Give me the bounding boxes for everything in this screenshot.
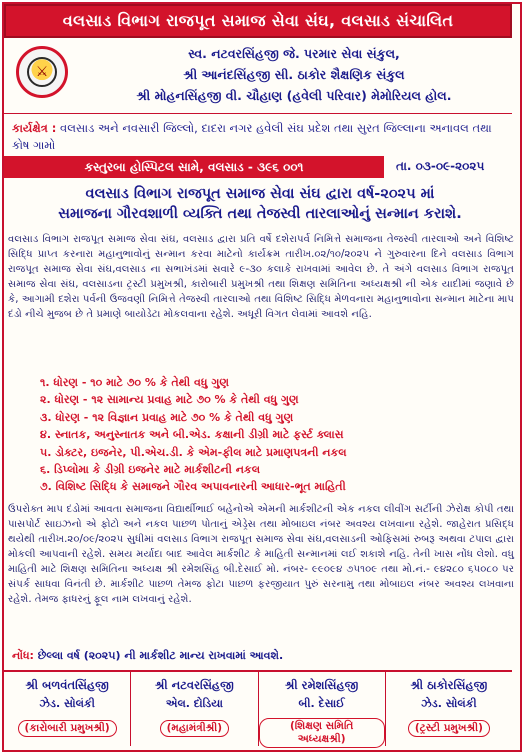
- signatory-name: શ્રી રમેશસિંહજી: [284, 678, 359, 692]
- header-banner: વલસાડ વિભાગ રાજપૂત સમાજ સેવા સંઘ, વલસાડ સંચાલિત: [4, 4, 512, 38]
- signatory-role: (ટ્રસ્ટી પ્રમુખશ્રી): [408, 720, 490, 737]
- criteria-list: [40, 374, 510, 496]
- note-label: નોંધ:: [12, 649, 34, 662]
- signatory-surname: એલ. દોડિયા: [165, 697, 223, 710]
- signatory-surname: ઝેડ. સોલંકી: [39, 697, 95, 710]
- instructions-paragraph: ઉપરોક્ત માપ દંડોમાં આવતા સમાજના વિદ્યાર્થીભાઈ બહેનોએ એમની માર્કશીટની એક નકલ લીવીંગ સર્ટીની ઝેરોક્ષ કોપી તથા પાસપોર્ટ સાઇઝનો એ ફોટો અને નકલ પાછળ પોતાનું એડ્રેસ તથા મોબાઇલ નંબર અવશ્ય લખવાના રહેશે. જાહેરાત પ્રસિદ્ધ થયેથી તારીખ.૨૦/૦૯/૨૦૨૫ સુધીમાં વલસાડ વિભાગ રાજપૂત સમાજ સેવા સંઘ,વલસાડની ઓફિસમાં રુબરૂ અથવા ટપાલ દ્વારા મોકલી આપવાની રહેશે. સમય મર્યાદા બાદ આવેલ માર્કશીટ કે માહિતી સન્માનમાં લઈ શકાશે નહિ. તેની ખાસ નોંધ લેશો. વધુ માહિતી માટે શિક્ષણ સમિતિના અધ્યક્ષ શ્રી રમેશસિંહ બી.દેસાઈ મો. નંબર- ૯૯૦૯૪ ૭૫૧૦૯ તથા મો.નં.- ૯૪૨૮૦ ૬૫૦૮૦ પર સંપર્ક સાધવા વિનંતી છે. માર્કશીટ પાછળ તેમજ ફોટા પાછળ ફરજીયાત પુરું સરનામુ તથા મોબાઇલ નંબર અવશ્ય લખવાના રહેશે. તેમજ ફાધરનું ફૂલ નામ લખવાનું રહેશે.: [8, 504, 514, 605]
- shield-emblem-icon: ⚔: [27, 57, 57, 87]
- signatory: [385, 672, 512, 746]
- signatory-role: (કારોબારી પ્રમુખશ્રી): [18, 720, 117, 737]
- headline-line-2: સમાજના ગૌરવશાળી વ્યક્તિ તથા તેજસ્વી તારલાઓનું સન્માન કરાશે.: [58, 206, 462, 222]
- signatory-name: શ્રી બળવંતસિંહજી: [25, 678, 109, 692]
- list-item: ૨. ધોરણ - ૧૨ સામાન્ય પ્રવાહ માટે ૭૦ % કે તેથી વધુ ગુણ: [40, 393, 299, 407]
- signatory-role: (મહામંત્રીશ્રી): [160, 720, 229, 737]
- list-item: ૩. ધોરણ - ૧૨ વિજ્ઞાન પ્રવાહ માટે ૭૦ % કે તેથી વધુ ગુણ: [40, 410, 294, 424]
- organization-logo-icon: [16, 46, 68, 98]
- work-area: [12, 120, 512, 154]
- institution-line-1: સ્વ. નટવરસિંહજી જે. પરમાર સેવા સંકુલ,: [188, 46, 400, 61]
- note: [12, 649, 283, 663]
- work-area-text: વલસાડ અને નવસારી જિલ્લો, દાદરા નગર હવેલી સંઘ પ્રદેશ તથા સુરત જિલ્લાના અનાવલ તથા કોષ ગામો: [12, 121, 492, 152]
- intro-paragraph: વલસાડ વિભાગ રાજપૂત સમાજ સેવા સંઘ, વલસાડ દ્વારા પ્રતિ વર્ષે દશેરાપર્વ નિમિત્તે સમાજના તેજસ્વી તારલાઓ અને વિશિષ્ટ સિદ્ધિ પ્રાપ્ત કરનારા મહાનુભાવોનું સન્માન કરવા માટેનો કાર્યક્રમ તારીખ.૦૨/૧૦/૨૦૨૫ ને ગુરુવારના દિને વલસાડ વિભાગ રાજપૂત સમાજ સેવા સંઘ,વલસાડ ના સભાખંડમાં સવારે ૯-૩૦ કલાકે રાખવામાં આવેલ છે. તે અંગે વલસાડ વિભાગ રાજપૂત સમાજ સેવા સંઘ, વલસાડના ટ્રસ્ટી પ્રમુખશ્રી, કારોબારી પ્રમુખશ્રી તથા શિક્ષણ સમિતિના અધ્યક્ષશ્રી ની એક યાદીમાં જણાવે છે કે, આગામી દશેરા પર્વની ઉજવણી નિમિત્તે તેજસ્વી તારલાઓ તથા વિશિષ્ટ સિદ્ધિ મેળવનારા મહાનુભાવોના સન્માન માટેના માપ દંડો નીચે મુજબ છે તે પ્રમાણે બાયોડેટા મોકલવાના રહેશે. અધૂરી વિગત લેવામાં આવશે નહિ.: [8, 234, 514, 320]
- list-item: ૬. ડિપ્લોમા કે ડીગ્રી ઇજનેર માટે માર્કશીટની નકલ: [40, 462, 261, 476]
- signatory-role: (શિક્ષણ સમિતિ અધ્યક્ષશ્રી): [259, 718, 385, 748]
- signatory-name: શ્રી નટવરસિંહજી: [154, 678, 234, 692]
- signatory: [4, 672, 130, 746]
- signatory-surname: ઝેડ. સોલંકી: [421, 697, 477, 710]
- institution-line-3: શ્રી મોહનસિંહજી વી. ચૌહાણ (હવેલી પરિવાર) મેમોરિયલ હોલ.: [136, 88, 452, 103]
- signatories-row: [4, 670, 512, 746]
- signatory: [258, 672, 385, 746]
- list-item: ૪. સ્નાતક, અનુસ્નાતક અને બી.એડ. કક્ષાની ડીગ્રી માટે ફર્સ્ટ ક્લાસ: [40, 428, 344, 442]
- notice-date: તા. ૦૩-૦૯-૨૦૨૫: [396, 159, 485, 173]
- list-item: ૧. ધોરણ - ૧૦ માટે ૭૦ % કે તેથી વધુ ગુણ: [40, 376, 229, 389]
- headline-line-1: વલસાડ વિભાગ રાજપૂત સમાજ સેવા સંઘ દ્વારા વર્ષ-૨૦૨૫ માં: [85, 186, 435, 202]
- note-text: છેલ્લા વર્ષ (૨૦૨૫) ની માર્કશીટ માન્ય રાખવામાં આવશે.: [37, 649, 284, 662]
- signatory: [130, 672, 257, 746]
- work-area-label: કાર્યક્ષેત્ર :: [12, 121, 57, 135]
- list-item: ૭. વિશિષ્ટ સિદ્ધિ કે સમાજને ગૌરવ અપાવનારની આધાર-ભૂત માહિતી: [40, 480, 346, 494]
- divider: [4, 113, 512, 114]
- list-item: ૫. ડોક્ટર, ઇજનેર, પી.એચ.ડી. કે એમ-ફીલ માટે પ્રમાણપત્રની નકલ: [40, 445, 347, 459]
- institution-line-2: શ્રી આનંદસિંહજી સી. ઠાકોર શૈક્ષણિક સંકુલ: [183, 67, 405, 82]
- signatory-surname: બી. દેસાઈ: [298, 697, 345, 710]
- signatory-name: શ્રી ઠાકોરસિંહજી: [410, 678, 488, 692]
- address-bar: કસ્તુરબા હોસ્પિટલ સામે, વલસાડ - ૩૯૬ ૦૦૧: [4, 156, 384, 178]
